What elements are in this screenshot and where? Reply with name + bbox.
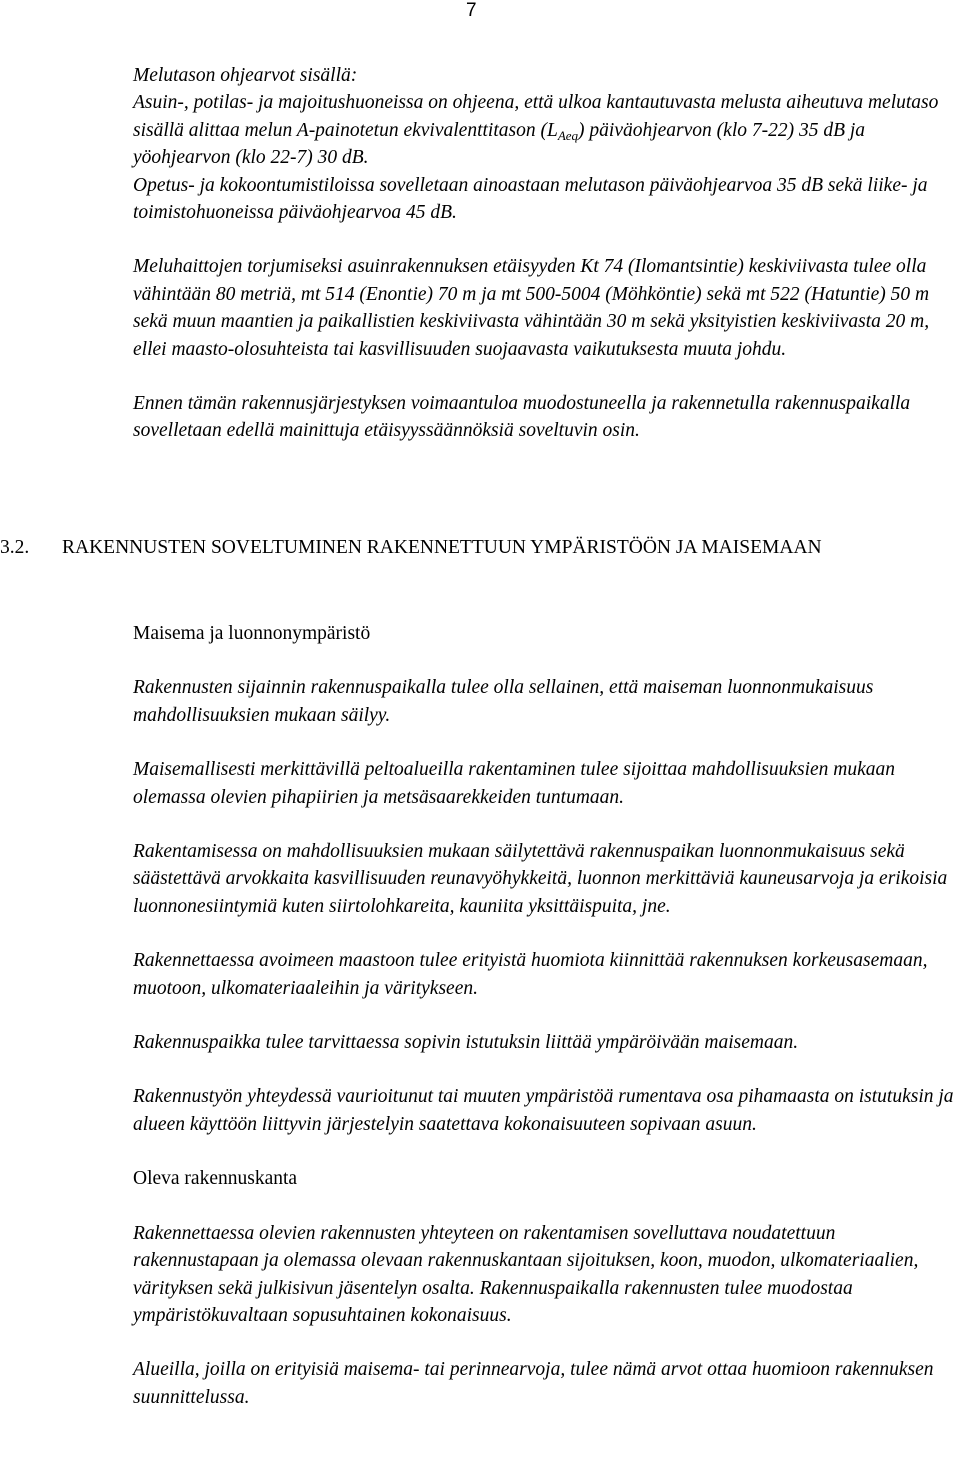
existing-buildings-heading: Oleva rakennuskanta [133,1168,298,1190]
noise-indoor-end: ) päiväohjearvon (klo 7-22) 35 dB ja yöohjearvon (klo 22-7) 30 dB. [133,119,866,169]
landscape-paragraph: Rakennuspaikka tulee tarvittaessa sopivin istutuksin liittää ympäröivään maisemaan. [133,1032,799,1054]
section-title: RAKENNUSTEN SOVELTUMINEN RAKENNETTUUN YMPÄRISTÖÖN JA MAISEMAAN [62,537,822,558]
noise-distance-text: Meluhaittojen torjumiseksi asuinrakennuksen etäisyyden Kt 74 (Ilomantsintie) keskiviivasta tulee olla vähintään 80 metriä, mt 514 (Enontie) 70 m ja mt 500-5004 (Möhköntie) sekä mt 522 (Hatuntie) 50 m sekä muun maantien ja paikallistien keskiviivasta vähintään 30 m sekä yksityistien keskiviivasta 20 m, ellei maasto-olosuhteista tai kasvillisuuden suojaavasta vaikutuksesta muuta johdu. [133,256,930,360]
section-number: 3.2. [0,537,30,558]
landscape-paragraph: Rakentamisessa on mahdollisuuksien mukaan säilytettävä rakennuspaikan luonnonmukaisuus sekä säästettävä arvokkaita kasvillisuuden reunavyöhykkeitä, luonnon merkittäviä kauneusarvoja ja erikoisia luonnonesiintymiä kuten siirtolohkareita, kauniita yksittäispuita, jne. [133,841,948,917]
landscape-heading: Maisema ja luonnonympäristö [133,623,371,644]
existing-buildings-paragraph: Rakennettaessa olevien rakennusten yhteyteen on rakentamisen sovelluttava noudatettuun rakennustapaan ja olemassa olevaan rakennuskantaan sijoituksen, koon, muodon, ulkomateriaalien, värityksen sekä julkisivun jäsentelyn osalta. Rakennuspaikalla rakennusten tulee muodostaa ympäristökuvaltaan sopusuhtainen kokonaisuus. [133,1222,919,1326]
noise-school-text: Opetus- ja kokoontumistiloissa sovelletaan ainoastaan melutason päiväohjearvoa 35 dB sekä liike- ja toimistohuoneissa päiväohjearvoa 45 dB. [133,174,928,224]
laeq-subscript: Aeq [557,127,579,143]
landscape-paragraph: Rakennettaessa avoimeen maastoon tulee erityistä huomiota kiinnittää rakennuksen korkeusasemaan, muotoon, ulkomateriaaleihin ja väritykseen. [133,950,928,999]
noise-heading: Melutason ohjearvot sisällä: [133,65,358,86]
landscape-paragraph: Maisemallisesti merkittävillä peltoalueilla rakentaminen tulee sijoittaa mahdollisuuksien mukaan olemassa olevien pihapiirien ja metsäsaarekkeiden tuntumaan. [133,759,896,808]
noise-indoor-text [133,89,959,171]
landscape-paragraph: Rakennusten sijainnin rakennuspaikalla tulee olla sellainen, että maiseman luonnonmukaisuus mahdollisuuksien mukaan säilyy. [133,677,874,726]
noise-indoor-start: Asuin-, potilas- ja majoitushuoneissa on ohjeena, että ulkoa kantautuvasta melusta aiheutuva melutaso sisällä alittaa melun A-painotetun ekvivalenttitason (L [133,92,939,141]
page-number: 7 [466,0,477,21]
existing-plots-text: Ennen tämän rakennusjärjestyksen voimaantuloa muodostuneella ja rakennetulla rakennuspaikalla sovelletaan edellä mainittuja etäisyyssäännöksiä soveltuvin osin. [133,393,911,442]
landscape-paragraph: Rakennustyön yhteydessä vaurioitunut tai muuten ympäristöä rumentava osa pihamaasta on istutuksin ja alueen käyttöön liittyvin järjestelyin saatettava kokonaisuuteen sopivaan asuun. [133,1086,954,1135]
landscape-section [133,620,959,1411]
existing-buildings-paragraph: Alueilla, joilla on erityisiä maisema- tai perinnearvoja, tulee nämä arvot ottaa huomioon rakennuksen suunnittelussa. [133,1359,934,1408]
noise-section [133,62,959,445]
